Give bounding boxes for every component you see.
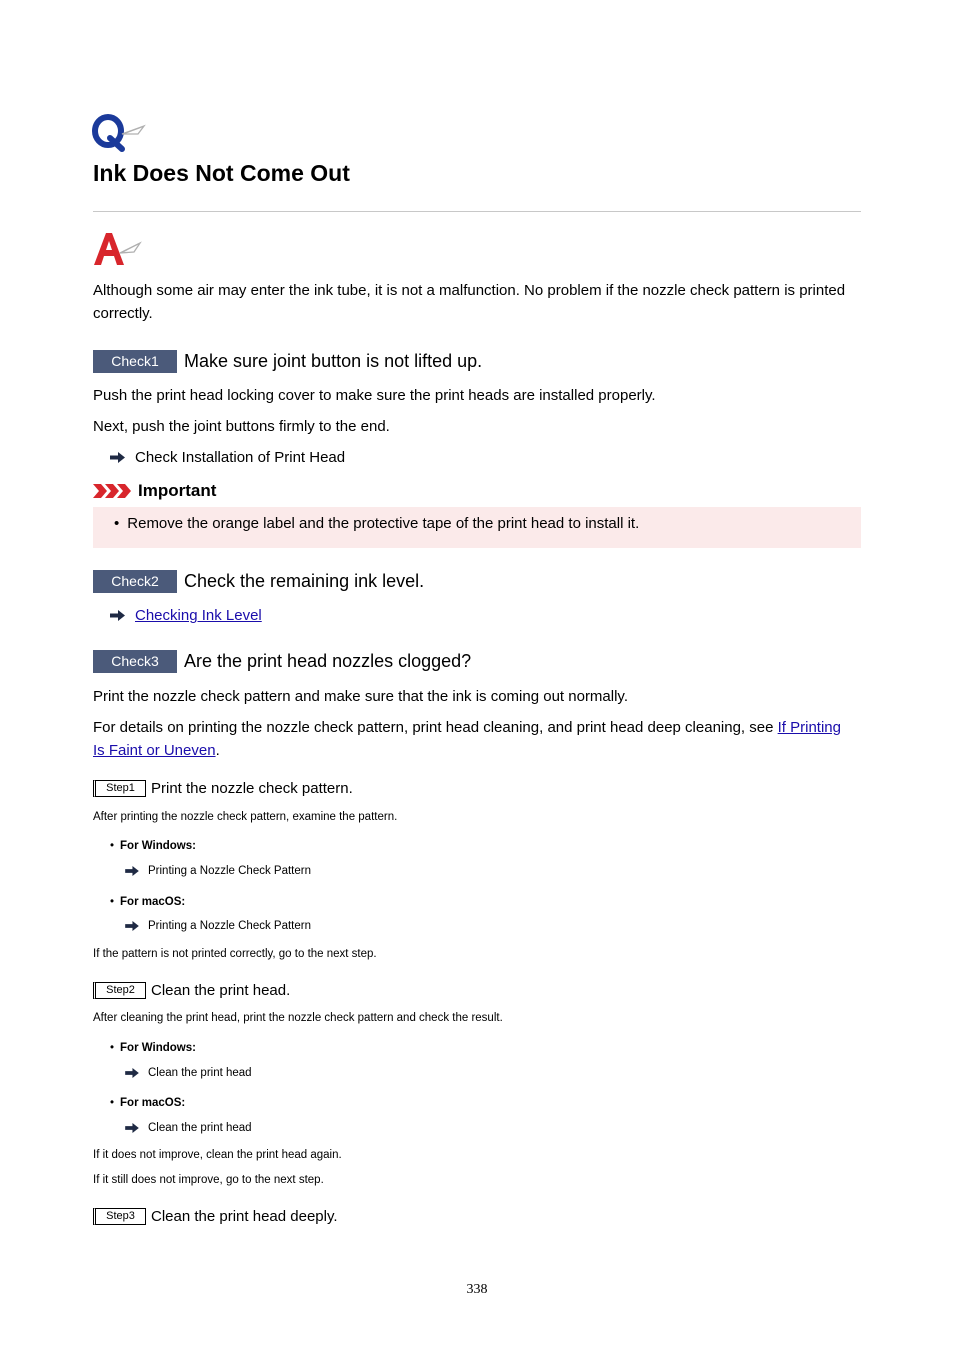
check1-paragraph-1: Push the print head locking cover to make sure the print heads are installed properly. [93,387,656,404]
check3-paragraph-1: Print the nozzle check pattern and make sure that the ink is coming out normally. [93,688,628,705]
bullet-dot: • [110,1042,115,1054]
checking-ink-level-link[interactable]: Checking Ink Level [135,607,262,624]
clean-print-head-mac-text: Clean the print head [148,1122,252,1134]
important-item-text: Remove the orange label and the protective tape of the print head to install it. [127,515,640,532]
check2-title: Check the remaining ink level. [184,570,425,591]
clean-print-head-windows-text: Clean the print head [148,1067,252,1079]
nozzle-check-mac-text: Printing a Nozzle Check Pattern [148,920,311,932]
step2-mac-bullet [110,1097,185,1109]
important-item [114,514,639,533]
check3-p2-suffix: . [215,742,220,759]
title-divider [93,211,861,212]
if-printing-faint-link[interactable]: If Printing [777,719,841,736]
important-label: Important [138,481,217,500]
nozzle-check-windows-text: Printing a Nozzle Check Pattern [148,865,311,877]
step1-windows-bullet [110,840,196,852]
step2-after-text-2: If it still does not improve, go to the next step. [93,1174,324,1186]
check3-title: Are the print head nozzles clogged? [184,650,472,671]
arrow-right-icon [125,866,139,876]
step2-badge: Step2 [93,982,146,999]
important-heading [93,481,216,501]
mac-label: For macOS: [120,1097,186,1109]
check3-heading [93,649,471,673]
bullet-dot: • [110,1097,115,1109]
step1-mac-reference [125,920,311,932]
check3-paragraph-2 [93,716,861,762]
step2-mac-reference [125,1122,252,1134]
step1-description: After printing the nozzle check pattern, examine the pattern. [93,811,398,823]
step1-mac-bullet [110,896,185,908]
arrow-right-icon [110,452,125,463]
windows-label: For Windows: [120,1042,196,1054]
check1-reference [110,449,345,466]
step3-title: Clean the print head deeply. [151,1208,338,1225]
check2-reference [110,607,262,624]
step1-title: Print the nozzle check pattern. [151,780,353,797]
check2-badge: Check2 [93,570,177,593]
arrow-right-icon [125,1068,139,1078]
step2-windows-reference [125,1067,252,1079]
if-printing-faint-link-cont[interactable]: Is Faint or Uneven [93,742,216,759]
step1-after-text: If the pattern is not printed correctly, go to the next step. [93,948,377,960]
check1-title: Make sure joint button is not lifted up. [184,350,483,371]
windows-label: For Windows: [120,840,196,852]
check3-badge: Check3 [93,650,177,673]
page-title: Ink Does Not Come Out [93,160,350,186]
check1-paragraph-2: Next, push the joint buttons firmly to the end. [93,418,390,435]
arrow-right-icon [110,610,125,621]
step2-windows-bullet [110,1042,196,1054]
answer-a-icon [92,231,142,267]
mac-label: For macOS: [120,896,186,908]
page-number: 338 [466,1282,488,1297]
question-q-icon [92,114,148,152]
bullet-dot: • [110,840,115,852]
check1-badge: Check1 [93,350,177,373]
step3-badge: Step3 [93,1208,146,1225]
check3-p2-text: For details on printing the nozzle check pattern, print head cleaning, and print head deep cleaning, see [93,719,778,736]
check1-heading [93,349,482,373]
important-arrows-icon [93,482,133,500]
bullet-dot: • [110,896,115,908]
step3-heading [93,1208,338,1225]
intro-text: Although some air may enter the ink tube, it is not a malfunction. No problem if the nozzle check pattern is printed correctly. [93,282,846,322]
check2-heading [93,569,424,593]
step1-badge: Step1 [93,780,146,797]
arrow-right-icon [125,921,139,931]
step1-heading [93,780,353,797]
step2-after-text-1: If it does not improve, clean the print head again. [93,1149,342,1161]
step2-heading [93,982,290,999]
bullet-dot: • [114,515,120,532]
arrow-right-icon [125,1123,139,1133]
check-installation-text: Check Installation of Print Head [135,449,346,466]
step1-windows-reference [125,865,311,877]
step2-title: Clean the print head. [151,982,291,999]
step2-description: After cleaning the print head, print the nozzle check pattern and check the result. [93,1012,503,1024]
